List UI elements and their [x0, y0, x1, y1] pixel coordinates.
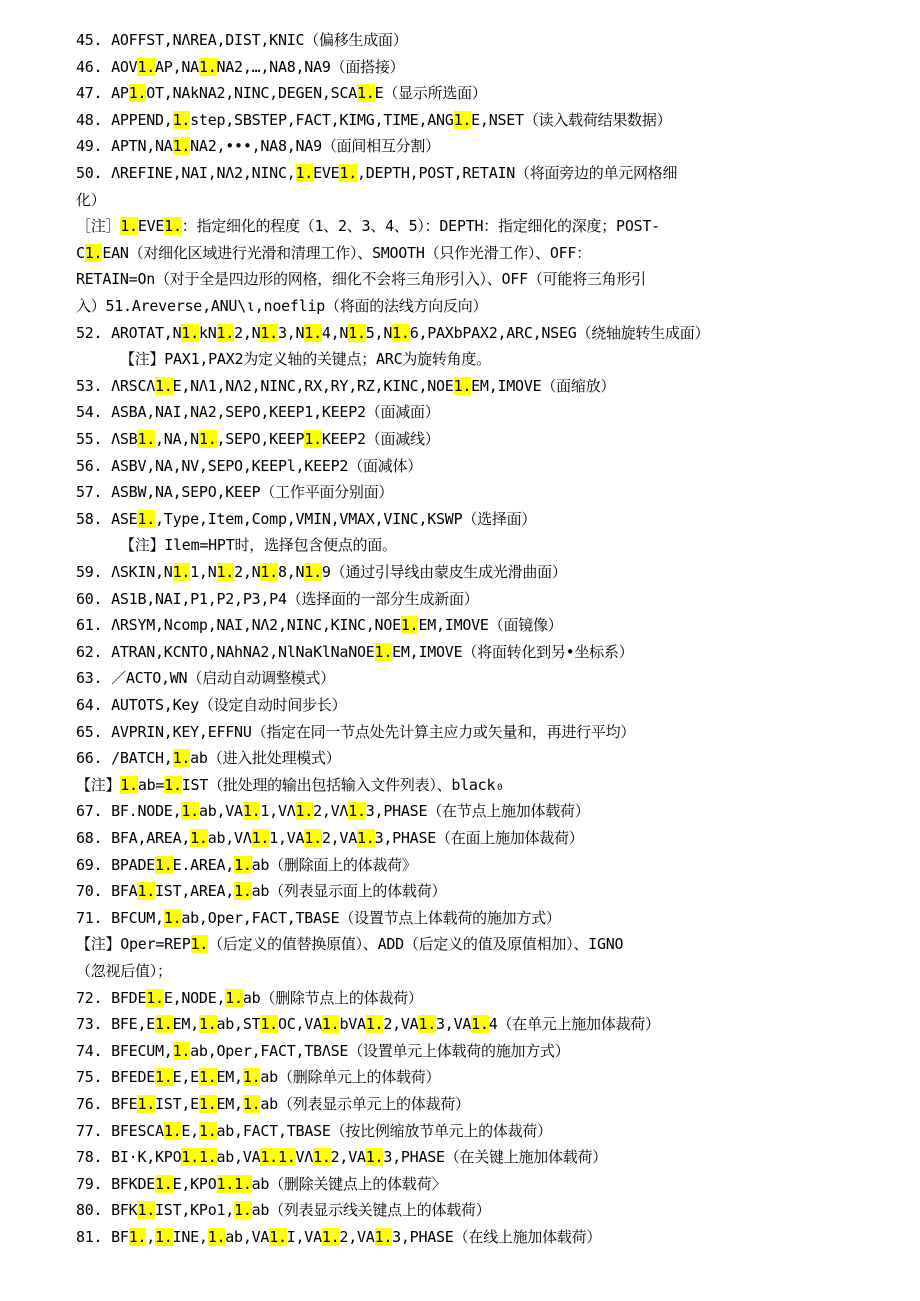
text-line — [76, 694, 346, 716]
line-text: 2,VA — [330, 1148, 366, 1167]
highlighted-text: 1. — [242, 802, 261, 821]
line-text: ab（删除单元上的体载荷） — [260, 1068, 441, 1087]
line-text: E,NODE, — [163, 988, 226, 1007]
line-text: 69. BPADE — [76, 855, 156, 874]
line-text: 2,N — [234, 323, 261, 342]
highlighted-text: 1. — [348, 323, 366, 342]
highlighted-text: 1. — [225, 988, 243, 1007]
line-text: 2,VA — [321, 829, 357, 847]
line-text: INE, — [172, 1228, 208, 1246]
line-text: 64. AUTOTS,Key（设定自动时间步长） — [76, 696, 347, 714]
line-text: 4（在单元上施加体裁荷） — [488, 1015, 660, 1034]
highlighted-text: 1. — [190, 829, 208, 847]
line-text: 67. BF.NODE, — [76, 802, 182, 821]
highlighted-text: 1. — [198, 1121, 217, 1140]
highlighted-text: 1. — [216, 563, 235, 581]
line-text: OC,VA — [277, 1015, 322, 1034]
line-text: 53. ΛRSCΛ — [76, 376, 156, 395]
line-text: ［注］ — [76, 217, 121, 236]
highlighted-text: 1. — [234, 1174, 252, 1193]
text-line — [76, 614, 562, 636]
highlighted-text: 1. — [128, 84, 147, 103]
text-line — [76, 641, 633, 663]
highlighted-text: 1. — [304, 323, 322, 342]
highlighted-text: 1. — [348, 802, 366, 821]
line-text: 【注】Ilem=HPT时，选择包含便点的面。 — [120, 536, 397, 555]
line-text: 57. ASBW,NA,SEPO,KEEP（工作平面分别面） — [76, 483, 394, 502]
text-line — [76, 561, 567, 583]
highlighted-text: 1. — [137, 1095, 156, 1113]
line-text: ab,Oper,FACT,TBΛSE（设置单元上体载荷的施加方式） — [190, 1041, 570, 1060]
highlighted-text: 1. — [339, 164, 357, 182]
highlighted-text: 1. — [155, 855, 173, 874]
highlighted-text: 1. — [400, 616, 419, 635]
line-text: 47. AP — [76, 84, 129, 103]
highlighted-text: 1. — [198, 57, 217, 76]
highlighted-text: 1. — [357, 84, 375, 103]
line-text: 3,PHASE（在关键上施加体载荷） — [383, 1148, 608, 1167]
line-text: EAN（对细化区域进行光滑和清理工作）、SMOOTH（只作光滑工作）、OFF： — [102, 243, 591, 262]
line-text: 77. BFESCA — [76, 1121, 164, 1140]
highlighted-text: 1. — [357, 829, 375, 847]
line-text: ab= — [137, 775, 165, 794]
line-text: 65. AVPRIN,KEY,EFFNU（指定在同一节点处先计算主应力或矢量和，再进行平均） — [76, 722, 636, 741]
line-text: ab,ST — [216, 1015, 261, 1034]
highlighted-text: 1. — [146, 988, 164, 1007]
text-line — [76, 1173, 446, 1195]
line-text: 2,VΛ — [313, 802, 349, 821]
line-text: （后定义的值替换原值）、ADD（后定义的值及原值相加）、IGNO — [208, 935, 624, 954]
line-text: 68. BFA,AREA, — [76, 829, 191, 847]
highlighted-text: 1. — [198, 1068, 217, 1087]
line-text: 2,N — [234, 563, 261, 581]
line-text: EM, — [216, 1068, 243, 1087]
highlighted-text: 1. — [321, 1015, 340, 1034]
line-text: 63. ／ACTO,WN（启动自动调整模式） — [76, 669, 335, 688]
line-text: 58. ASE — [76, 509, 138, 528]
text-line — [76, 295, 487, 317]
highlighted-text: 1. — [418, 1015, 437, 1034]
line-text: OT,NAkNA2,NINC,DEGEN,SCA — [146, 84, 357, 103]
highlighted-text: 1. — [453, 376, 472, 395]
line-text: EM,IMOVE（面缩放） — [471, 376, 616, 395]
highlighted-text: 1. — [260, 1148, 278, 1167]
highlighted-text: 1. — [181, 802, 199, 821]
line-text: C — [76, 243, 85, 262]
highlighted-text: 1. — [155, 1068, 173, 1087]
line-text: NA2,•••,NA8,NA9（面间相互分割） — [190, 137, 440, 156]
line-text: 3,PHASE（在节点上施加体载荷） — [365, 802, 590, 821]
text-line — [76, 375, 615, 397]
text-line — [76, 1199, 490, 1221]
text-line — [76, 933, 623, 955]
highlighted-text: 1. — [181, 323, 199, 342]
line-text: RETAIN=On（对于全是四边形的网格，细化不会将三角形引入）、OFF（可能将三角形引 — [76, 270, 646, 289]
line-text: ab（列表显示单元上的体裁荷） — [260, 1095, 470, 1113]
highlighted-text: 1. — [120, 217, 138, 236]
text-line — [76, 162, 677, 184]
line-text: EM,IMOVE（面镜像） — [418, 616, 563, 635]
text-line — [76, 1093, 470, 1115]
line-text: E,E — [172, 1068, 199, 1087]
highlighted-text: 1. — [155, 1015, 173, 1034]
text-line — [76, 1066, 440, 1088]
highlighted-text: 1. — [304, 430, 322, 448]
highlighted-text: 1. — [137, 1201, 156, 1220]
line-text: 52. AROTAT,N — [76, 323, 182, 342]
line-text: 60. AS1B,NAI,P1,P2,P3,P4（选择面的一部分生成新面） — [76, 589, 479, 608]
highlighted-text: 1. — [137, 57, 156, 76]
highlighted-text: 1. — [365, 1015, 384, 1034]
highlighted-text: 1. — [84, 243, 103, 262]
text-line — [76, 189, 106, 211]
highlighted-text: 1. — [321, 1228, 340, 1246]
highlighted-text: 1. — [155, 376, 173, 395]
line-text: ab（删除面上的体裁荷》 — [251, 855, 417, 874]
line-text: 49. APTN,NA — [76, 137, 173, 156]
line-text: 56. ASBV,NA,NV,SEPO,KEEPl,KEEP2（面减体） — [76, 456, 422, 475]
text-line — [76, 1040, 569, 1062]
line-text: ab,VA — [198, 802, 243, 821]
text-line — [76, 960, 172, 982]
line-text: ab（删除关键点上的体载荷〉 — [251, 1174, 447, 1193]
line-text: 4,N — [321, 323, 349, 342]
line-text: E,KPO — [172, 1174, 217, 1193]
highlighted-text: 1. — [155, 1228, 173, 1246]
highlighted-text: 1. — [216, 323, 235, 342]
text-line — [76, 721, 635, 743]
line-text: 45. AOFFST,NΛREA,DIST,KNIC（偏移生成面） — [76, 31, 408, 49]
highlighted-text: 1. — [163, 908, 182, 927]
highlighted-text: 1. — [234, 882, 252, 901]
line-text: 72. BFDE — [76, 988, 147, 1007]
line-text: EVE — [313, 164, 340, 182]
line-text: EVE — [137, 217, 165, 236]
text-line — [76, 588, 479, 610]
line-text: IST,E — [155, 1095, 199, 1113]
text-line — [76, 827, 584, 849]
highlighted-text: 1. — [269, 1228, 287, 1246]
line-text: KEEP2（面减线） — [321, 430, 440, 448]
line-text: EM, — [216, 1095, 243, 1113]
line-text: ab,Oper,FACT,TBASE（设置节点上体载荷的施加方式） — [181, 908, 561, 927]
line-text: 81. BF — [76, 1228, 129, 1246]
line-text: 2,VA — [339, 1228, 375, 1246]
text-line — [76, 82, 487, 104]
line-text: 75. BFEDE — [76, 1068, 156, 1087]
highlighted-text: 1. — [216, 1174, 235, 1193]
line-text: 79. BFKDE — [76, 1174, 156, 1193]
text-line — [76, 987, 423, 1009]
line-text: step,SBSTEP,FACT,KIMG,TIME,ANG — [190, 110, 454, 129]
line-text: ab（列表显示线关键点上的体载荷） — [251, 1201, 491, 1220]
line-text: 1,N — [190, 563, 217, 581]
highlighted-text: 1. — [172, 563, 191, 581]
highlighted-text: 1. — [198, 1015, 217, 1034]
text-line — [76, 747, 340, 769]
line-text: 73. BFE,E — [76, 1015, 156, 1034]
highlighted-text: 1. — [155, 1174, 173, 1193]
line-text: ab（列表显示面上的体载荷） — [251, 882, 447, 901]
line-text: IST（批处理的输出包括输入文件列表）、black₀ — [181, 775, 505, 794]
text-line — [76, 508, 536, 530]
line-text: , — [146, 1228, 156, 1246]
text-line — [76, 242, 591, 264]
highlighted-text: 1. — [172, 1041, 191, 1060]
line-text: 6,PAXbPAX2,ARC,NSEG（绕轴旋转生成面） — [409, 323, 710, 342]
line-text: 3,N — [277, 323, 305, 342]
text-line — [76, 109, 671, 131]
highlighted-text: 1. — [172, 749, 191, 768]
line-text: 74. BFECUM, — [76, 1041, 173, 1060]
highlighted-text: 1. — [260, 563, 278, 581]
line-text: E.AREA, — [172, 855, 235, 874]
text-line — [76, 667, 335, 689]
highlighted-text: 1. — [137, 882, 156, 901]
line-text: 66. /BATCH, — [76, 749, 173, 768]
line-text: 化） — [76, 190, 106, 209]
line-text: 3,VA — [436, 1015, 472, 1034]
text-line — [76, 1120, 552, 1142]
highlighted-text: 1. — [128, 1228, 147, 1246]
line-text: 3,PHASE（在线上施加体载荷） — [392, 1228, 602, 1246]
highlighted-text: 1. — [365, 1148, 384, 1167]
text-line — [76, 1013, 660, 1035]
line-text: IST,AREA, — [155, 882, 235, 901]
text-line — [76, 854, 417, 876]
line-text: ab,VΛ — [207, 829, 252, 847]
line-text: IST,KPo1, — [155, 1201, 235, 1220]
line-text: ab,VA — [216, 1148, 261, 1167]
line-text: AP,NA — [155, 57, 199, 76]
line-text: 61. ΛRSYM,Ncomp,NAI,NΛ2,NINC,KINC,NOE — [76, 616, 401, 635]
line-text: 55. ΛSB — [76, 430, 138, 448]
highlighted-text: 1. — [304, 829, 322, 847]
highlighted-text: 1. — [242, 1068, 261, 1087]
text-line — [76, 774, 504, 796]
text-line — [76, 29, 408, 51]
line-text: ab（删除节点上的体裁荷） — [242, 988, 423, 1007]
highlighted-text: 1. — [137, 430, 156, 448]
line-text: 3,PHASE（在面上施加体裁荷） — [374, 829, 584, 847]
line-text: ab,FACT,TBASE（按比例缩放节单元上的体裁荷） — [216, 1121, 552, 1140]
line-text: 78. BI·K,KPO — [76, 1148, 182, 1167]
line-text: 1,VA — [269, 829, 305, 847]
text-line — [76, 800, 590, 822]
line-text: 【注】Oper=REP — [76, 935, 191, 954]
text-line — [76, 1226, 601, 1248]
line-text: VΛ — [295, 1148, 314, 1167]
line-text: 【注】 — [76, 775, 121, 794]
line-text: E,NSET（读入载荷结果数据） — [471, 110, 672, 129]
highlighted-text: 1. — [164, 217, 182, 236]
highlighted-text: 1. — [234, 855, 252, 874]
line-text: 9（通过引导线由蒙皮生成光滑曲面） — [321, 563, 567, 581]
highlighted-text: 1. — [172, 137, 191, 156]
text-line — [76, 1146, 607, 1168]
line-text: 46. AOV — [76, 57, 138, 76]
highlighted-text: 1. — [181, 1148, 199, 1167]
line-text: NA2,…,NA8,NA9（面搭接） — [216, 57, 405, 76]
line-text: ,SEPO,KEEP — [216, 430, 305, 448]
line-text: （忽视后值）； — [76, 962, 172, 980]
highlighted-text: 1. — [120, 775, 138, 794]
line-text: 80. BFK — [76, 1201, 138, 1220]
highlighted-text: 1. — [207, 1228, 226, 1246]
text-line — [76, 135, 440, 157]
line-text: ,DEPTH,POST,RETAIN（将面旁边的单元网格细 — [357, 164, 678, 182]
text-line — [76, 428, 440, 450]
highlighted-text: 1. — [137, 509, 156, 528]
highlighted-text: 1. — [453, 110, 472, 129]
line-text: ab,VA — [225, 1228, 270, 1246]
text-line — [76, 322, 709, 344]
text-line — [76, 481, 393, 503]
line-text: ,NA,N — [155, 430, 199, 448]
text-line — [76, 880, 446, 902]
highlighted-text: 1. — [313, 1148, 331, 1167]
line-text: kN — [198, 323, 217, 342]
line-text: 【注】PAX1,PAX2为定义轴的关键点；ARC为旋转角度。 — [120, 350, 491, 369]
line-text: E, — [181, 1121, 199, 1140]
line-text: bVA — [339, 1015, 366, 1034]
text-line — [76, 268, 646, 290]
highlighted-text: 1. — [198, 1148, 217, 1167]
text-line — [76, 401, 440, 423]
line-text: E,NΛ1,NΛ2,NINC,RX,RY,RZ,KINC,NOE — [172, 376, 454, 395]
highlighted-text: 1. — [198, 1095, 217, 1113]
text-line — [76, 56, 404, 78]
line-text: 8,N — [277, 563, 305, 581]
line-text: 70. BFA — [76, 882, 138, 901]
highlighted-text: 1. — [234, 1201, 252, 1220]
text-line — [76, 907, 561, 929]
line-text: 2,VA — [383, 1015, 419, 1034]
line-text: 入）51.Areverse,ANU\ι,noeflip（将面的法线方向反向） — [76, 297, 488, 315]
text-line — [76, 455, 422, 477]
highlighted-text: 1. — [260, 1015, 278, 1034]
line-text: 76. BFE — [76, 1095, 138, 1113]
text-line — [76, 215, 660, 237]
line-text: 1,VΛ — [260, 802, 296, 821]
line-text: 50. ΛREFINE,NAI,NΛ2,NINC, — [76, 164, 296, 182]
line-text: 62. ATRAN,KCNTO,NAhNA2,NlNaKlNaNOE — [76, 642, 375, 661]
highlighted-text: 1. — [277, 1148, 296, 1167]
highlighted-text: 1. — [198, 430, 217, 448]
highlighted-text: 1. — [392, 323, 410, 342]
line-text: ,Type,Item,Comp,VMIN,VMAX,VINC,KSWP（选择面） — [155, 509, 537, 528]
highlighted-text: 1. — [295, 164, 314, 182]
highlighted-text: 1. — [190, 935, 209, 954]
highlighted-text: 1. — [471, 1015, 489, 1034]
line-text: EM,IMOVE（将面转化到另•坐标系） — [392, 642, 634, 661]
line-text: 48. APPEND, — [76, 110, 173, 129]
line-text: 59. ΛSKIN,N — [76, 563, 173, 581]
line-text: 54. ASBA,NAI,NA2,SEPO,KEEP1,KEEP2（面减面） — [76, 403, 440, 422]
highlighted-text: 1. — [251, 829, 270, 847]
line-text: EM, — [172, 1015, 199, 1034]
highlighted-text: 1. — [163, 1121, 182, 1140]
highlighted-text: 1. — [304, 563, 322, 581]
text-line — [120, 534, 397, 556]
highlighted-text: 1. — [374, 1228, 393, 1246]
highlighted-text: 1. — [295, 802, 314, 821]
text-line — [120, 348, 491, 370]
highlighted-text: 1. — [164, 775, 182, 794]
highlighted-text: 1. — [260, 323, 278, 342]
line-text: 71. BFCUM, — [76, 908, 164, 927]
line-text: 5,N — [365, 323, 393, 342]
highlighted-text: 1. — [242, 1095, 261, 1113]
line-text: ：指定细化的程度（1、2、3、4、5）：DEPTH：指定细化的深度；POST- — [181, 217, 660, 236]
line-text: I,VA — [286, 1228, 322, 1246]
line-text: E（显示所选面） — [374, 84, 487, 103]
line-text: ab（进入批处理模式） — [190, 749, 341, 768]
highlighted-text: 1. — [172, 110, 191, 129]
highlighted-text: 1. — [374, 642, 393, 661]
